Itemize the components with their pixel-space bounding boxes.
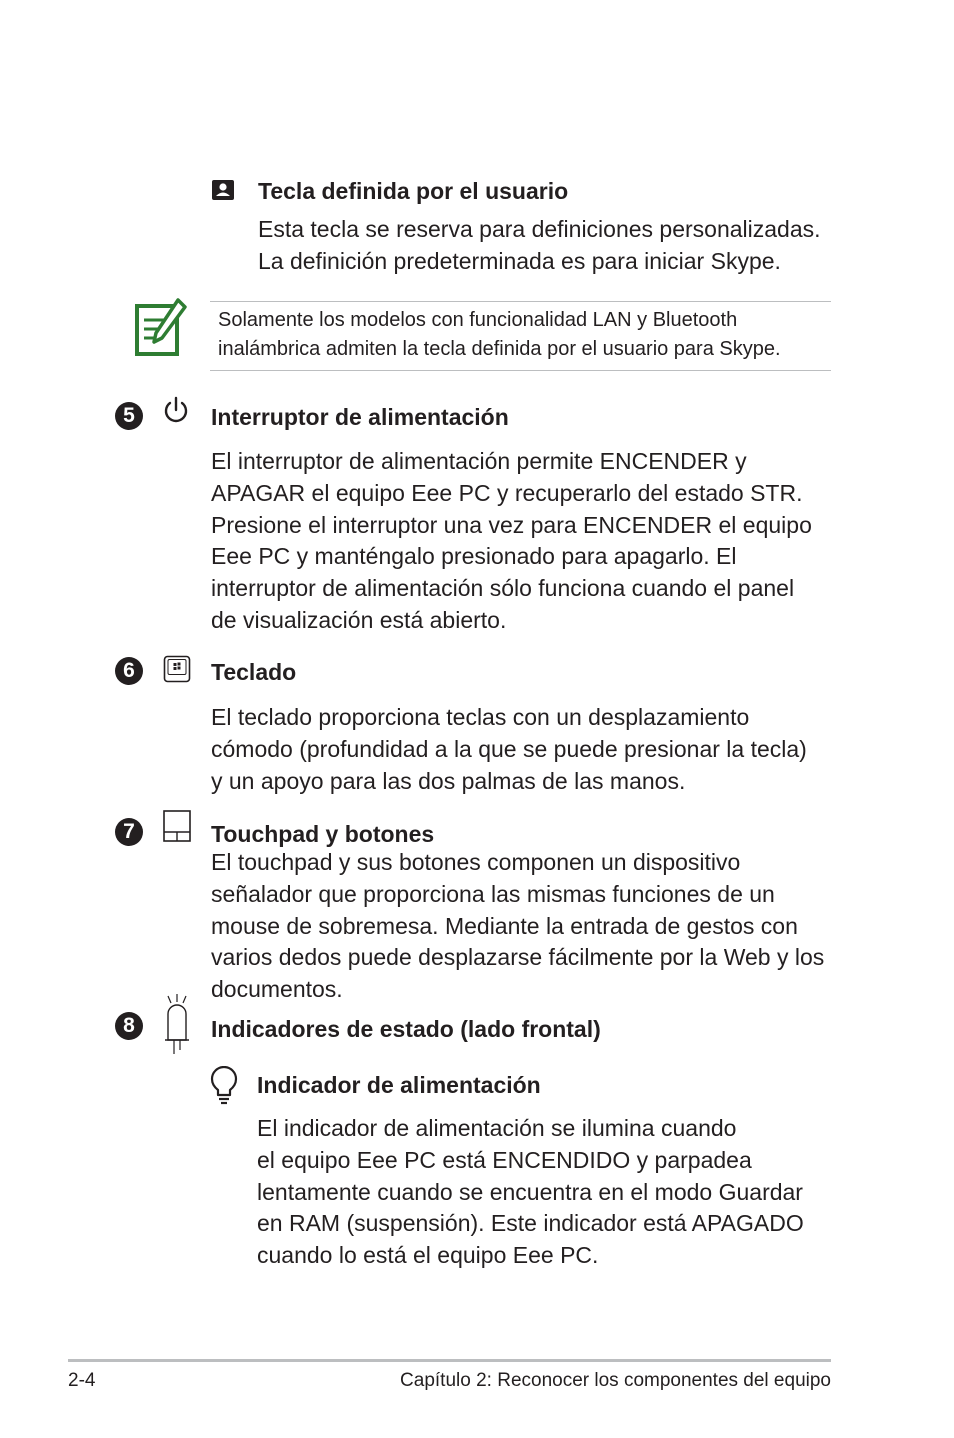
page-number: 2-4: [68, 1370, 96, 1391]
user-key-icon: [212, 180, 234, 200]
note-pencil-icon: [134, 296, 188, 358]
chapter-title: Capítulo 2: Reconocer los componentes del equipo: [400, 1370, 831, 1391]
item-number-8: 8: [115, 1012, 143, 1040]
touchpad-icon: [163, 810, 191, 842]
touchpad-title: Touchpad y botones: [211, 821, 435, 847]
item-number-7: 7: [115, 818, 143, 846]
power-switch-title: Interruptor de alimentación: [211, 404, 509, 430]
note-top-rule: [210, 301, 831, 302]
keyboard-title: Teclado: [211, 659, 297, 685]
bulb-icon: [210, 1066, 238, 1106]
power-indicator-description: El indicador de alimentación se ilumina cuando el equipo Eee PC está ENCENDIDO y parpadea lentamente cuando se encuentra en el modo Guardar en RAM (suspensión). Este indicador está APAGADO cuando lo está el equipo Eee PC.: [257, 1115, 804, 1269]
power-switch-description: El interruptor de alimentación permite ENCENDER y APAGAR el equipo Eee PC y recuperarlo del estado STR. Presione el interruptor una vez para ENCENDER el equipo Eee PC y manténgalo presionado para apagarlo. El interruptor de alimentación sólo funciona cuando el panel de visualización está abierto.: [211, 448, 812, 633]
led-indicator-icon: [162, 994, 192, 1056]
note-text: Solamente los modelos con funcionalidad LAN y Bluetooth inalámbrica admiten la tecla definida por el usuario para Skype.: [218, 309, 781, 360]
status-indicators-title: Indicadores de estado (lado frontal): [211, 1016, 601, 1042]
keyboard-icon: [163, 655, 191, 683]
user-key-title: Tecla definida por el usuario: [258, 178, 569, 204]
user-key-description: Esta tecla se reserva para definiciones personalizadas. La definición predeterminada es para iniciar Skype.: [258, 216, 821, 274]
item-number-6: 6: [115, 657, 143, 685]
item-number-5: 5: [115, 402, 143, 430]
footer-rule: [68, 1359, 831, 1362]
touchpad-description: El touchpad y sus botones componen un dispositivo señalador que proporciona las mismas funciones de un mouse de sobremesa. Mediante la entrada de gestos con varios dedos puede desplazarse fácilmente por la Web y los documentos.: [211, 849, 825, 1003]
power-icon: [162, 396, 190, 426]
keyboard-description: El teclado proporciona teclas con un desplazamiento cómodo (profundidad a la que se puede presionar la tecla) y un apoyo para las dos palmas de las manos.: [211, 704, 807, 794]
note-bottom-rule: [210, 370, 831, 371]
power-indicator-title: Indicador de alimentación: [257, 1072, 541, 1098]
